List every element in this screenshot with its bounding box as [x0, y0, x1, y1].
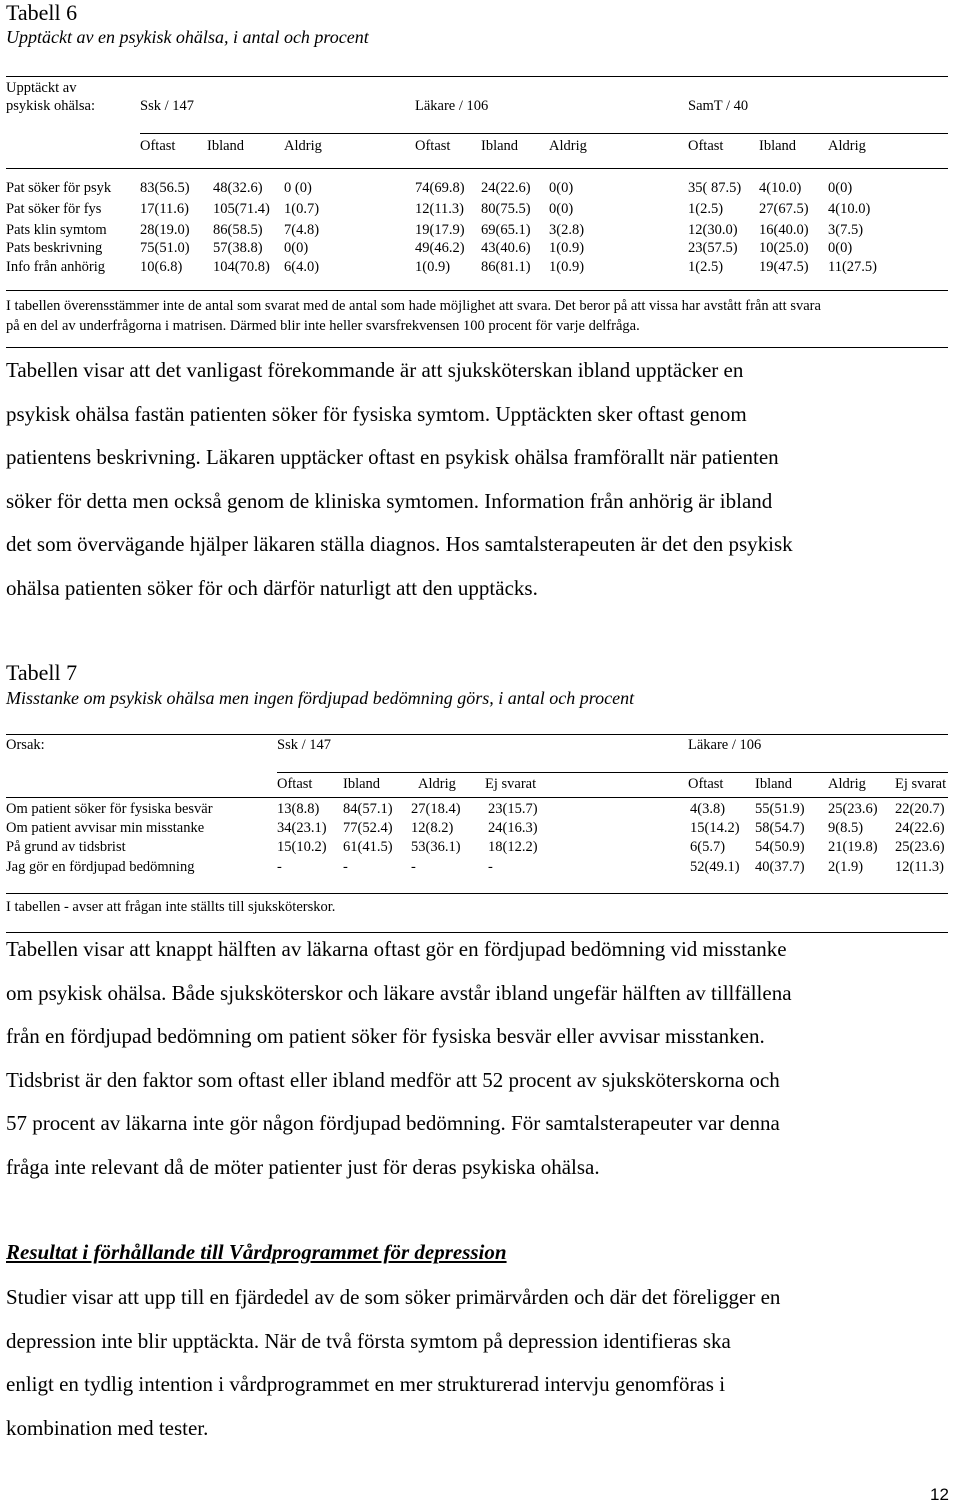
table7-subheader: Oftast [277, 776, 313, 792]
table6-group-rule [140, 133, 948, 134]
table6-cell: 3(7.5) [828, 222, 864, 238]
table7-subheader: Ej svarat [485, 776, 537, 792]
table6-cell: 1(0.9) [549, 259, 585, 275]
table6-header-label-1: Upptäckt av [6, 80, 77, 96]
table7-cell: 54(50.9) [755, 839, 805, 855]
table6-cell: 0(0) [549, 201, 574, 217]
table6-cell: 80(75.5) [481, 201, 531, 217]
table6-note-1: I tabellen överensstämmer inte de antal som svarat med de antal som hade möjlighet att svara. Det beror på att vissa har avstått från att svara [6, 298, 821, 314]
table7-cell: 9(8.5) [828, 820, 864, 836]
table7-cell: 15(10.2) [277, 839, 327, 855]
table6-cell: 0(0) [828, 180, 853, 196]
paragraph-1-line: det som övervägande hjälper läkaren ställa diagnos. Hos samtalsterapeuten är det den psykisk [6, 532, 793, 556]
table6-cell: 86(81.1) [481, 259, 531, 275]
table7-cell: - [277, 859, 282, 875]
page-number: 12 [930, 1485, 949, 1504]
table7-cell: 27(18.4) [411, 801, 461, 817]
table6-cell: 28(19.0) [140, 222, 190, 238]
table6-cell: 1(2.5) [688, 259, 724, 275]
table7-subheader: Aldrig [828, 776, 866, 792]
paragraph-1-line: patientens beskrivning. Läkaren upptäcker oftast en psykisk ohälsa framförallt när patienten [6, 445, 779, 469]
table6-row-label: Pat söker för psyk [6, 180, 112, 196]
table7-cell: - [411, 859, 416, 875]
table7-cell: 13(8.8) [277, 801, 320, 817]
table7-cell: 40(37.7) [755, 859, 805, 875]
table6-cell: 35( 87.5) [688, 180, 742, 196]
table6-cell: 17(11.6) [140, 201, 189, 217]
table6-cell: 12(30.0) [688, 222, 738, 238]
table7-cell: 55(51.9) [755, 801, 805, 817]
table6-cell: 27(67.5) [759, 201, 809, 217]
table7-cell: 24(16.3) [488, 820, 538, 836]
table6-row-label: Pats klin symtom [6, 222, 107, 238]
table7-top-rule [6, 734, 948, 735]
table6-subheader: Aldrig [549, 138, 587, 154]
table7-cell: 24(22.6) [895, 820, 945, 836]
table7-cell: 25(23.6) [895, 839, 945, 855]
table6-cell: 16(40.0) [759, 222, 809, 238]
table7-row-label: Om patient avvisar min misstanke [6, 820, 205, 836]
table6-subheader: Aldrig [828, 138, 866, 154]
table6-subheader: Ibland [481, 138, 519, 154]
table7-header-label: Orsak: [6, 737, 45, 753]
table6-row-label: Pats beskrivning [6, 240, 103, 256]
table7-subheader: Ej svarat [895, 776, 947, 792]
table6-cell: 1(2.5) [688, 201, 724, 217]
paragraph-2-line: fråga inte relevant då de möter patienter just för deras psykiska ohälsa. [6, 1154, 600, 1179]
table6-cell: 10(25.0) [759, 240, 809, 256]
table7-cell: - [343, 859, 348, 875]
table6-cell: 10(6.8) [140, 259, 183, 275]
table7-cell: 6(5.7) [690, 839, 726, 855]
table6-subheader: Ibland [207, 138, 245, 154]
table6-cell: 3(2.8) [549, 222, 585, 238]
table7-cell: 25(23.6) [828, 801, 878, 817]
table6-cell: 0(0) [549, 180, 574, 196]
table7-cell: 58(54.7) [755, 820, 805, 836]
table6-cell: 4(10.0) [828, 201, 871, 217]
table6-header-label-2: psykisk ohälsa: [6, 98, 96, 114]
paragraph-2-line: från en fördjupad bedömning om patient söker för fysiska besvär eller avvisar misstanken. [6, 1024, 765, 1048]
table7-cell: 53(36.1) [411, 839, 461, 855]
table6-cell: 43(40.6) [481, 240, 531, 256]
table7-cell: 52(49.1) [690, 859, 740, 875]
table7-cell: 18(12.2) [488, 839, 538, 855]
table7-subtitle: Misstanke om psykisk ohälsa men ingen fördjupad bedömning görs, i antal och procent [6, 688, 635, 708]
table6-bottom-rule [6, 290, 948, 291]
table7-cell: 61(41.5) [343, 839, 393, 855]
paragraph-2-line: om psykisk ohälsa. Både sjuksköterskor och läkare avstår ibland ungefär hälften av tillfällena [6, 980, 792, 1005]
table6-subtitle: Upptäckt av en psykisk ohälsa, i antal och procent [6, 27, 369, 47]
paragraph-3-line: enligt en tydlig intention i vårdprogrammet en mer strukturerad intervju genomföras i [6, 1372, 726, 1396]
table7-row-label: Om patient söker för fysiska besvär [6, 801, 213, 817]
table6-cell: 6(4.0) [284, 259, 320, 275]
table7-title: Tabell 7 [6, 660, 78, 685]
paragraph-3 [6, 1276, 951, 1450]
table7-cell: 12(11.3) [895, 859, 944, 875]
table7-cell: 4(3.8) [690, 801, 726, 817]
table6-header-rule [6, 168, 948, 169]
table6-cell: 19(17.9) [415, 222, 465, 238]
table7-subheader: Ibland [343, 776, 381, 792]
table6-cell: 12(11.3) [415, 201, 464, 217]
table6-group-ssk: Ssk / 147 [140, 98, 194, 114]
table6-title: Tabell 6 [6, 0, 78, 25]
table7-cell: 15(14.2) [690, 820, 740, 836]
table7-subheader: Oftast [688, 776, 724, 792]
table6-cell: 49(46.2) [415, 240, 465, 256]
paragraph-2-line: 57 procent av läkarna inte gör någon fördjupad bedömning. För samtalsterapeuter var denna [6, 1111, 780, 1135]
table7-row-label: På grund av tidsbrist [6, 839, 126, 855]
paragraph-3-line: Studier visar att upp till en fjärdedel av de som söker primärvården och där det föreligger en [6, 1285, 781, 1309]
table6-cell: 105(71.4) [213, 201, 270, 217]
table6-subheader: Oftast [415, 138, 451, 154]
paragraph-3-line: kombination med tester. [6, 1415, 209, 1440]
table7-cell: 34(23.1) [277, 820, 327, 836]
table6-subheader: Oftast [140, 138, 176, 154]
table6-cell: 4(10.0) [759, 180, 802, 196]
table6-cell: 19(47.5) [759, 259, 809, 275]
paragraph-3-line: depression inte blir upptäckta. När de två första symtom på depression identifieras ska [6, 1328, 731, 1353]
table6-cell: 69(65.1) [481, 222, 531, 238]
table7-subheader: Ibland [755, 776, 793, 792]
paragraph-2-line: Tabellen visar att knappt hälften av läkarna oftast gör en fördjupad bedömning vid misstanke [6, 937, 787, 961]
paragraph-2 [6, 928, 951, 1189]
table6-group-samt: SamT / 40 [688, 98, 749, 114]
table6-top-rule [6, 76, 948, 77]
table7-cell: 77(52.4) [343, 820, 393, 836]
table6-cell: 48(32.6) [213, 180, 263, 196]
paragraph-2-line: Tidsbrist är den faktor som oftast eller ibland medför att 52 procent av sjuksköterskorna och [6, 1067, 780, 1092]
table6-cell: 23(57.5) [688, 240, 738, 256]
table6-cell: 57(38.8) [213, 240, 263, 256]
table6-cell: 74(69.8) [415, 180, 465, 196]
table6-subheader: Oftast [688, 138, 724, 154]
paragraph-1-line: söker för detta men också genom de kliniska symtomen. Information från anhörig är ibland [6, 488, 773, 513]
table6-note-2: på en del av underfrågorna i matrisen. Därmed blir inte heller svarsfrekvensen 100 procent för varje delfråga. [6, 318, 640, 334]
table7-note: I tabellen - avser att frågan inte ställts till sjuksköterskor. [6, 899, 336, 915]
table6-cell: 83(56.5) [140, 180, 190, 196]
table7-subheader: Aldrig [418, 776, 456, 792]
paragraph-1-line: ohälsa patienten söker för och därför naturligt att den upptäcks. [6, 575, 538, 600]
table7-group-ssk: Ssk / 147 [277, 737, 331, 753]
section-heading: Resultat i förhållande till Vårdprogrammet för depression [6, 1240, 507, 1264]
table7-group-lakare: Läkare / 106 [688, 737, 762, 753]
table7-cell: 21(19.8) [828, 839, 878, 855]
table6-cell: 75(51.0) [140, 240, 190, 256]
table7-cell: - [488, 859, 493, 875]
table6-cell: 0 (0) [284, 180, 312, 196]
table7-cell: 2(1.9) [828, 859, 864, 875]
paragraph-1-line: Tabellen visar att det vanligast förekommande är att sjuksköterskan ibland upptäcker en [6, 358, 744, 382]
table7-bottom-rule [6, 893, 948, 894]
table6-cell: 0(0) [828, 240, 853, 256]
table7-cell: 23(15.7) [488, 801, 538, 817]
table7-row-label: Jag gör en fördjupad bedömning [6, 859, 195, 875]
paragraph-1-line: psykisk ohälsa fastän patienten söker för fysiska symtom. Upptäckten sker oftast genom [6, 401, 747, 426]
table6-cell: 7(4.8) [284, 222, 320, 238]
table6-subheader: Aldrig [284, 138, 322, 154]
table6-cell: 1(0.7) [284, 201, 320, 217]
table6-cell: 1(0.9) [549, 240, 585, 256]
table6-cell: 86(58.5) [213, 222, 263, 238]
table7-cell: 22(20.7) [895, 801, 945, 817]
table6-cell: 1(0.9) [415, 259, 451, 275]
table6-subheader: Ibland [759, 138, 797, 154]
table7-cell: 84(57.1) [343, 801, 393, 817]
table7-group-rule [277, 772, 948, 773]
table6-note-rule [6, 347, 948, 348]
table6-cell: 0(0) [284, 240, 309, 256]
table6-cell: 11(27.5) [828, 259, 877, 275]
table7-header-rule [6, 797, 948, 798]
table6-cell: 104(70.8) [213, 259, 270, 275]
table6-row-label: Pat söker för fys [6, 201, 102, 217]
table7-cell: 12(8.2) [411, 820, 454, 836]
paragraph-1 [6, 349, 951, 610]
table6-group-lakare: Läkare / 106 [415, 98, 489, 114]
table6-row-label: Info från anhörig [6, 259, 106, 275]
table6-cell: 24(22.6) [481, 180, 531, 196]
